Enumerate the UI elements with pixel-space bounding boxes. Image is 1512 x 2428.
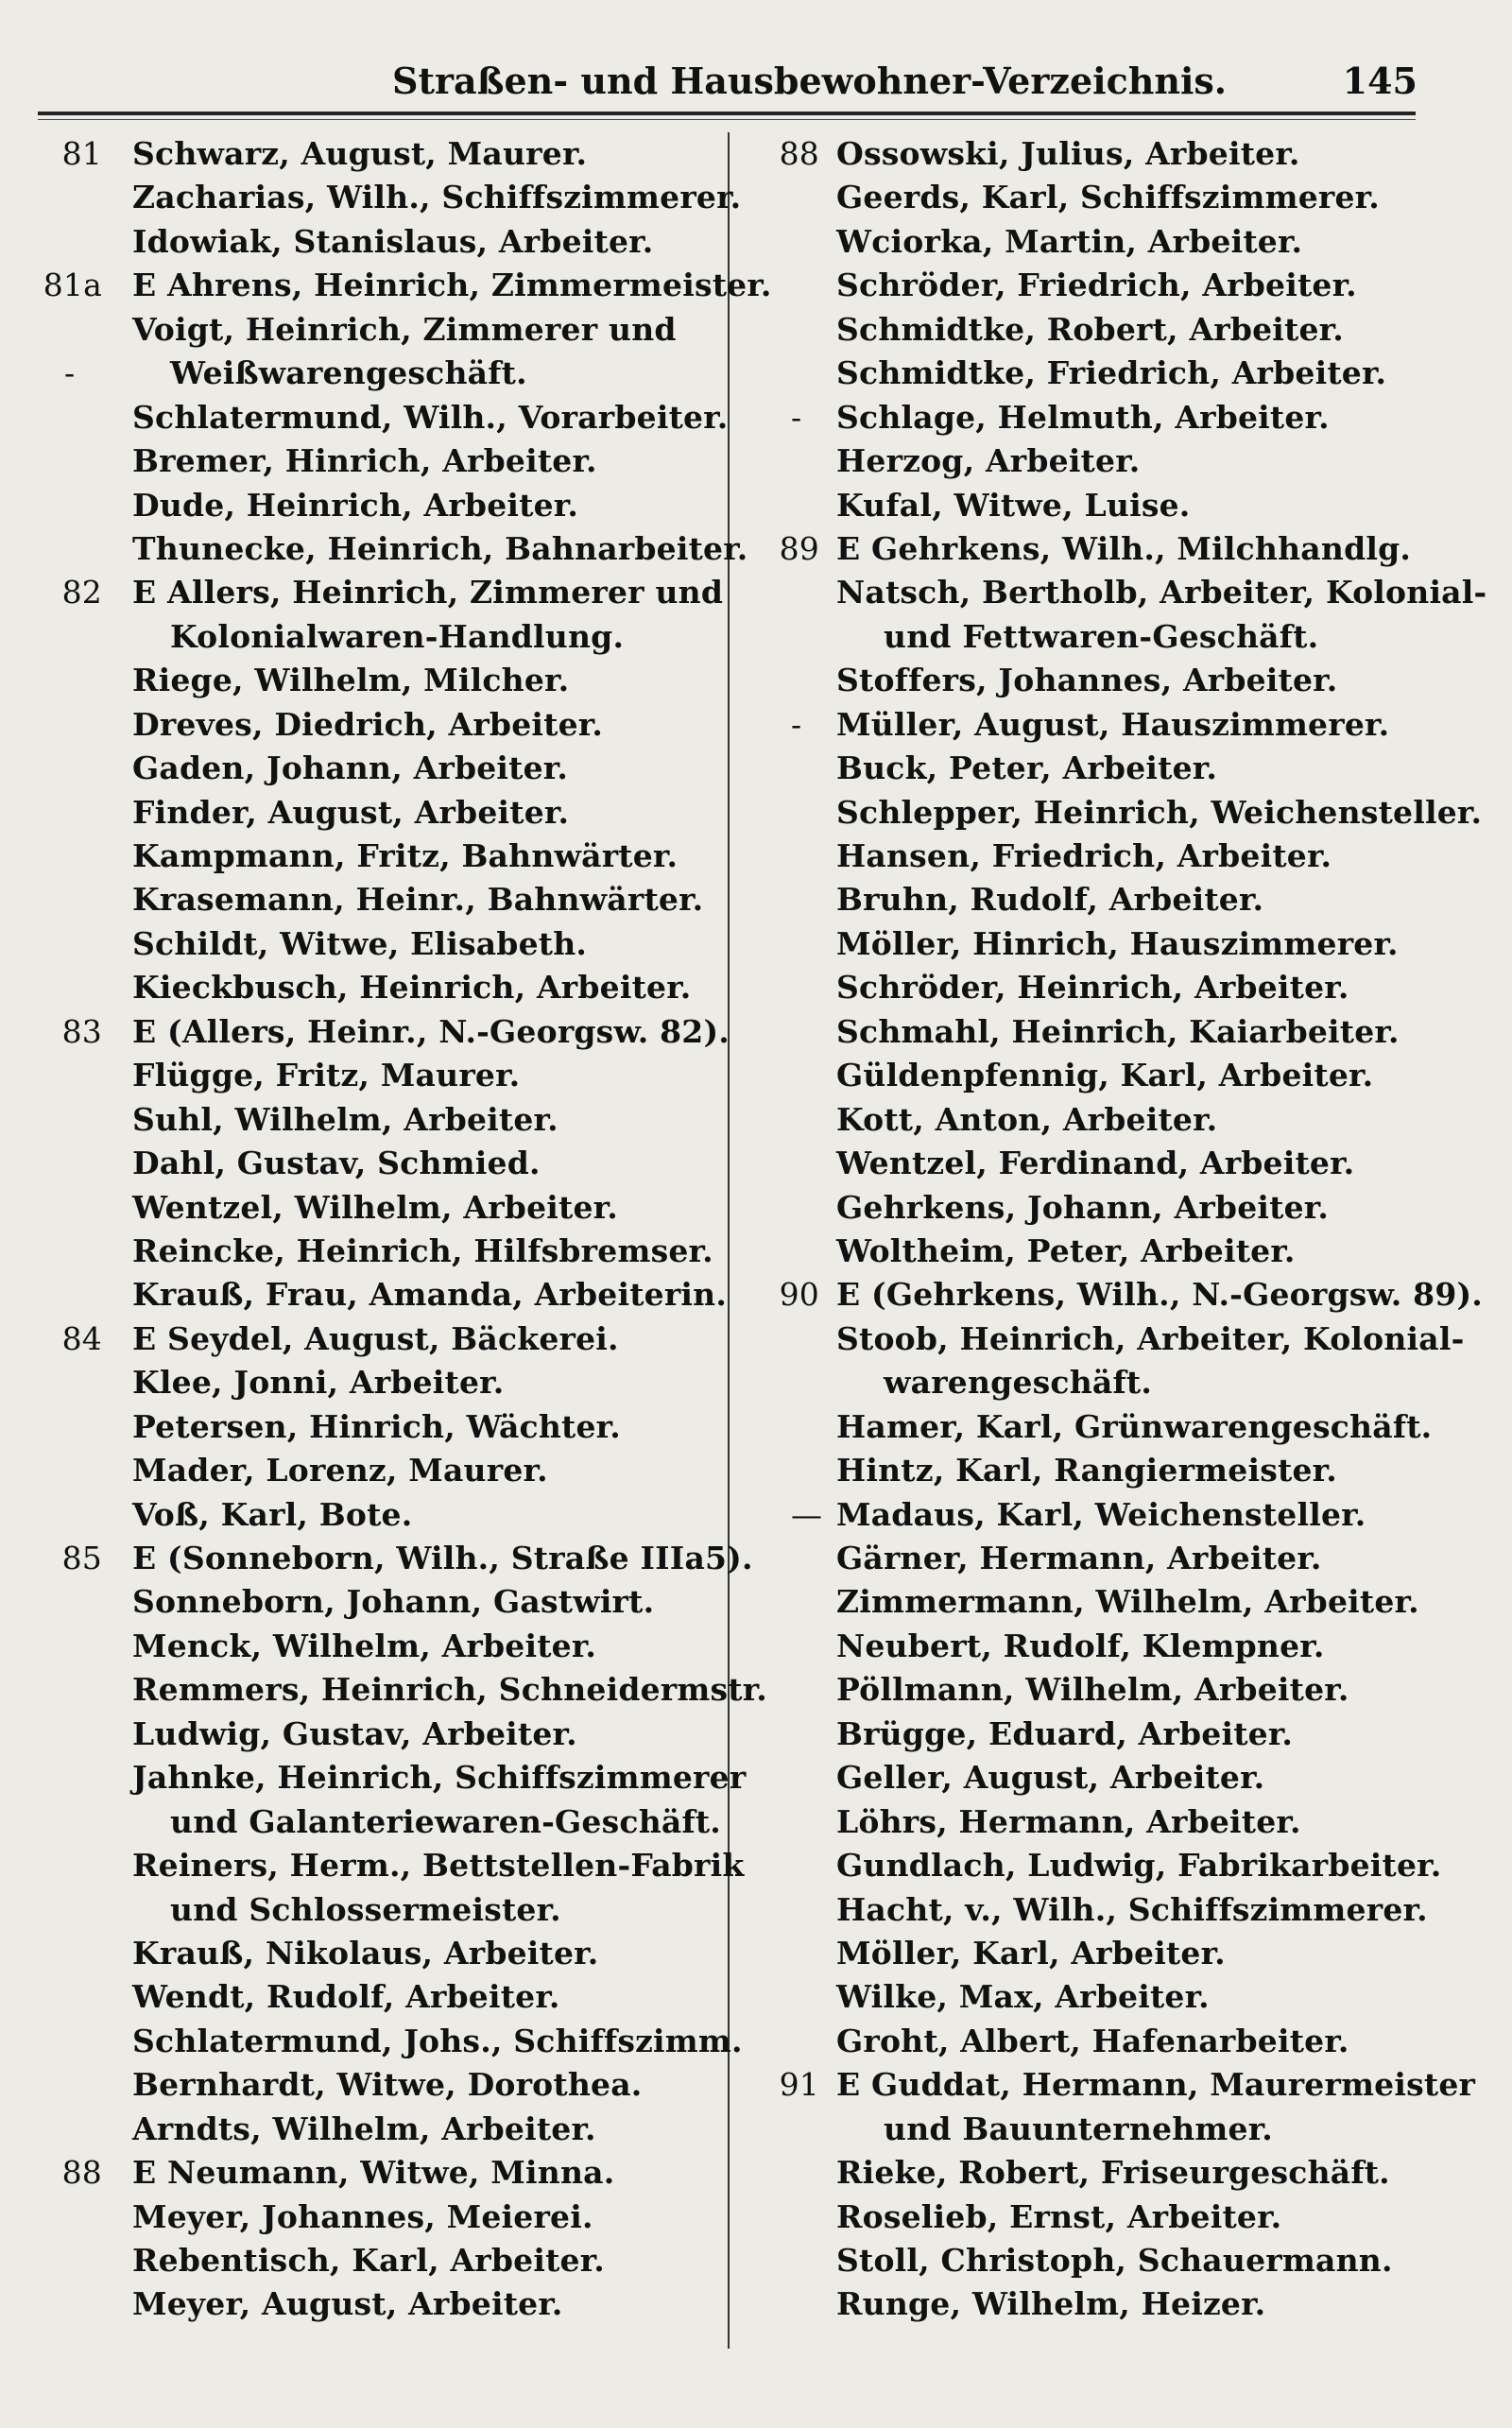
directory-entry bbox=[26, 703, 726, 747]
directory-entry bbox=[751, 1186, 1488, 1230]
directory-entry bbox=[26, 2196, 726, 2239]
directory-entry bbox=[26, 527, 748, 571]
directory-entry bbox=[751, 571, 1488, 614]
directory-entry bbox=[26, 220, 726, 264]
header-rule bbox=[38, 112, 1416, 115]
resident-text: Müller, August, Hauszimmerer. bbox=[836, 705, 1390, 743]
directory-entry bbox=[751, 2108, 1488, 2151]
resident-text: Wentzel, Wilhelm, Arbeiter. bbox=[132, 1188, 618, 1226]
right-column bbox=[751, 132, 1488, 2327]
resident-text: E Neumann, Witwe, Minna. bbox=[132, 2154, 615, 2192]
resident-text: Wentzel, Ferdinand, Arbeiter. bbox=[836, 1145, 1355, 1182]
resident-text: Gehrkens, Johann, Arbeiter. bbox=[836, 1188, 1330, 1226]
page-header bbox=[38, 52, 1418, 109]
directory-entry bbox=[751, 1142, 1488, 1185]
resident-text: Kolonialwaren-Handlung. bbox=[170, 617, 625, 655]
directory-entry bbox=[751, 1098, 1488, 1142]
resident-text: Brügge, Eduard, Arbeiter. bbox=[836, 1714, 1294, 1752]
resident-text: Dahl, Gustav, Schmied. bbox=[132, 1145, 541, 1182]
directory-entry bbox=[751, 1054, 1488, 1097]
resident-text: Bernhardt, Witwe, Dorothea. bbox=[132, 2066, 643, 2104]
margin-mark: - bbox=[791, 398, 802, 436]
resident-text: Kampmann, Fritz, Bahnwärter. bbox=[132, 837, 679, 874]
directory-entry bbox=[751, 1580, 1488, 1624]
resident-text: Krauß, Nikolaus, Arbeiter. bbox=[132, 1934, 599, 1972]
resident-text: Pöllmann, Wilhelm, Arbeiter. bbox=[836, 1671, 1349, 1709]
directory-entry bbox=[751, 2282, 1488, 2326]
resident-text: Schlatermund, Wilh., Vorarbeiter. bbox=[132, 398, 729, 436]
directory-entry bbox=[26, 2108, 726, 2151]
directory-entry bbox=[751, 527, 1488, 571]
resident-text: und Galanteriewaren-Geschäft. bbox=[170, 1802, 721, 1840]
resident-text: Petersen, Hinrich, Wächter. bbox=[132, 1407, 621, 1445]
resident-text: Buck, Peter, Arbeiter. bbox=[836, 749, 1218, 787]
resident-text: Ludwig, Gustav, Arbeiter. bbox=[132, 1714, 577, 1752]
directory-entry bbox=[751, 835, 1488, 878]
directory-entry bbox=[751, 922, 1488, 966]
resident-text: Runge, Wilhelm, Heizer. bbox=[836, 2285, 1266, 2323]
directory-entry bbox=[751, 791, 1488, 835]
directory-entry bbox=[751, 615, 1488, 659]
directory-entry bbox=[751, 1230, 1488, 1273]
resident-text: Schwarz, August, Maurer. bbox=[132, 135, 588, 172]
resident-text: Weißwarengeschäft. bbox=[170, 354, 527, 392]
directory-entry bbox=[26, 1010, 730, 1054]
directory-entry bbox=[751, 1317, 1488, 1361]
directory-entry bbox=[26, 1405, 726, 1449]
resident-text: Schildt, Witwe, Elisabeth. bbox=[132, 924, 588, 962]
resident-text: Kieckbusch, Heinrich, Arbeiter. bbox=[132, 969, 692, 1007]
resident-text: Finder, August, Arbeiter. bbox=[132, 793, 570, 831]
directory-entry bbox=[751, 1405, 1488, 1449]
directory-entry bbox=[751, 1932, 1488, 1975]
directory-entry bbox=[751, 439, 1488, 483]
resident-text: Reincke, Heinrich, Hilfsbremser. bbox=[132, 1231, 713, 1269]
house-number: 88 bbox=[779, 135, 819, 172]
directory-entry bbox=[26, 1975, 726, 2019]
resident-text: E Seydel, August, Bäckerei. bbox=[132, 1319, 619, 1357]
directory-entry bbox=[751, 747, 1488, 790]
resident-text: Klee, Jonni, Arbeiter. bbox=[132, 1364, 505, 1402]
resident-text: Stoob, Heinrich, Arbeiter, Kolonial- bbox=[836, 1319, 1465, 1357]
resident-text: Dude, Heinrich, Arbeiter. bbox=[132, 486, 579, 524]
directory-entry bbox=[751, 2063, 1488, 2107]
directory-entry bbox=[26, 1800, 726, 1844]
directory-entry bbox=[26, 659, 726, 702]
directory-entry bbox=[26, 2151, 726, 2195]
directory-entry bbox=[26, 1625, 726, 1668]
resident-text: Natsch, Bertholb, Arbeiter, Kolonial- bbox=[836, 574, 1487, 611]
resident-text: Mader, Lorenz, Maurer. bbox=[132, 1452, 548, 1490]
directory-entry bbox=[751, 1756, 1488, 1799]
resident-text: Schlepper, Heinrich, Weichensteller. bbox=[836, 793, 1483, 831]
resident-text: Möller, Karl, Arbeiter. bbox=[836, 1934, 1226, 1972]
left-column bbox=[26, 132, 772, 2327]
directory-entry bbox=[26, 1537, 753, 1580]
directory-entry bbox=[26, 1888, 726, 1932]
resident-text: Schmidtke, Friedrich, Arbeiter. bbox=[836, 354, 1387, 392]
house-number: 81a bbox=[43, 267, 102, 304]
resident-text: Meyer, August, Arbeiter. bbox=[132, 2285, 563, 2323]
resident-text: Woltheim, Peter, Arbeiter. bbox=[836, 1231, 1296, 1269]
directory-entry bbox=[26, 308, 726, 352]
directory-entry bbox=[26, 1713, 726, 1756]
resident-text: Wendt, Rudolf, Arbeiter. bbox=[132, 1978, 560, 2016]
directory-entry bbox=[751, 176, 1488, 219]
resident-text: Herzog, Arbeiter. bbox=[836, 442, 1141, 480]
directory-entry bbox=[751, 1010, 1488, 1054]
directory-entry bbox=[26, 176, 742, 219]
directory-entry bbox=[26, 1449, 726, 1492]
house-number: 81 bbox=[61, 135, 102, 172]
house-number: 85 bbox=[61, 1540, 102, 1576]
resident-text: Wilke, Max, Arbeiter. bbox=[836, 1978, 1210, 2016]
directory-entry bbox=[26, 615, 726, 659]
directory-entry bbox=[751, 1449, 1488, 1492]
directory-entry bbox=[26, 132, 726, 176]
resident-text: Jahnke, Heinrich, Schiffszimmerer bbox=[132, 1759, 747, 1797]
resident-text: Remmers, Heinrich, Schneidermstr. bbox=[132, 1671, 767, 1709]
resident-text: Schmahl, Heinrich, Kaiarbeiter. bbox=[836, 1012, 1400, 1050]
resident-text: E (Sonneborn, Wilh., Straße IIIa5). bbox=[132, 1540, 753, 1576]
resident-text: Gundlach, Ludwig, Fabrikarbeiter. bbox=[836, 1847, 1442, 1885]
resident-text: Kufal, Witwe, Luise. bbox=[836, 486, 1191, 524]
resident-text: Zimmermann, Wilhelm, Arbeiter. bbox=[836, 1583, 1419, 1621]
directory-entry bbox=[751, 1844, 1488, 1887]
resident-text: Stoll, Christoph, Schauermann. bbox=[836, 2242, 1393, 2279]
directory-entry bbox=[751, 878, 1488, 921]
resident-text: Zacharias, Wilh., Schiffszimmerer. bbox=[132, 179, 742, 216]
directory-entry bbox=[26, 1361, 726, 1404]
directory-entry bbox=[751, 1537, 1488, 1580]
directory-entry bbox=[26, 2063, 726, 2107]
resident-text: Möller, Hinrich, Hauszimmerer. bbox=[836, 924, 1399, 962]
resident-text: warengeschäft. bbox=[884, 1364, 1153, 1402]
directory-entry bbox=[751, 308, 1488, 352]
directory-entry bbox=[751, 220, 1488, 264]
resident-text: Gärner, Hermann, Arbeiter. bbox=[836, 1540, 1322, 1576]
resident-text: Voigt, Heinrich, Zimmerer und bbox=[132, 310, 677, 348]
resident-text: Hansen, Friedrich, Arbeiter. bbox=[836, 837, 1332, 874]
directory-entry bbox=[751, 1713, 1488, 1756]
resident-text: Reiners, Herm., Bettstellen-Fabrik bbox=[132, 1847, 745, 1885]
resident-text: E Gehrkens, Wilh., Milchhandlg. bbox=[836, 529, 1412, 567]
resident-text: und Schlossermeister. bbox=[170, 1890, 561, 1928]
resident-text: Geerds, Karl, Schiffszimmerer. bbox=[836, 179, 1380, 216]
directory-entry bbox=[751, 1273, 1488, 1317]
resident-text: E (Allers, Heinr., N.-Georgsw. 82). bbox=[132, 1012, 730, 1050]
directory-entry bbox=[26, 439, 726, 483]
directory-entry bbox=[751, 1361, 1488, 1404]
resident-text: und Fettwaren-Geschäft. bbox=[884, 617, 1319, 655]
directory-entry bbox=[751, 396, 1488, 439]
resident-text: Rebentisch, Karl, Arbeiter. bbox=[132, 2242, 605, 2279]
resident-text: E (Gehrkens, Wilh., N.-Georgsw. 89). bbox=[836, 1276, 1483, 1314]
directory-entry bbox=[26, 1580, 726, 1624]
directory-entry bbox=[751, 966, 1488, 1009]
resident-text: Suhl, Wilhelm, Arbeiter. bbox=[132, 1100, 558, 1138]
directory-entry bbox=[26, 791, 726, 835]
resident-text: Voß, Karl, Bote. bbox=[132, 1495, 413, 1533]
resident-text: Groht, Albert, Hafenarbeiter. bbox=[836, 2022, 1349, 2059]
resident-text: Hintz, Karl, Rangiermeister. bbox=[836, 1452, 1337, 1490]
directory-entry bbox=[26, 2020, 743, 2063]
directory-entry bbox=[26, 1756, 747, 1799]
resident-text: Riege, Wilhelm, Milcher. bbox=[132, 662, 570, 699]
resident-text: Schröder, Friedrich, Arbeiter. bbox=[836, 267, 1357, 304]
directory-entry bbox=[26, 1142, 726, 1185]
resident-text: Wciorka, Martin, Arbeiter. bbox=[836, 222, 1303, 260]
resident-text: und Bauunternehmer. bbox=[884, 2109, 1273, 2147]
resident-text: Krasemann, Heinr., Bahnwärter. bbox=[132, 881, 704, 919]
resident-text: Schlatermund, Johs., Schiffszimm. bbox=[132, 2022, 743, 2059]
resident-text: Güldenpfennig, Karl, Arbeiter. bbox=[836, 1057, 1374, 1094]
directory-entry bbox=[26, 1493, 726, 1537]
resident-text: Dreves, Diedrich, Arbeiter. bbox=[132, 705, 604, 743]
house-number: 82 bbox=[61, 574, 102, 611]
directory-entry bbox=[26, 396, 729, 439]
directory-entry bbox=[751, 1888, 1488, 1932]
directory-entry bbox=[26, 878, 726, 921]
page-number: 145 bbox=[1342, 60, 1418, 102]
resident-text: Arndts, Wilhelm, Arbeiter. bbox=[132, 2109, 596, 2147]
resident-text: Ossowski, Julius, Arbeiter. bbox=[836, 135, 1300, 172]
directory-entry bbox=[26, 352, 726, 395]
resident-text: Menck, Wilhelm, Arbeiter. bbox=[132, 1627, 597, 1664]
margin-mark: - bbox=[64, 354, 76, 392]
resident-text: Löhrs, Hermann, Arbeiter. bbox=[836, 1802, 1301, 1840]
directory-entry bbox=[26, 1317, 726, 1361]
directory-entry bbox=[26, 747, 726, 790]
house-number: 84 bbox=[61, 1319, 102, 1357]
house-number: 90 bbox=[779, 1276, 819, 1314]
directory-entry bbox=[751, 703, 1488, 747]
directory-entry bbox=[26, 2282, 726, 2326]
resident-text: Hamer, Karl, Grünwarengeschäft. bbox=[836, 1407, 1433, 1445]
directory-entry bbox=[751, 1668, 1488, 1712]
directory-entry bbox=[26, 1098, 726, 1142]
directory-entry bbox=[26, 966, 726, 1009]
directory-entry bbox=[26, 1668, 767, 1712]
margin-mark: — bbox=[791, 1495, 823, 1533]
directory-entry bbox=[751, 264, 1488, 307]
directory-entry bbox=[751, 1975, 1488, 2019]
directory-entry bbox=[26, 1932, 726, 1975]
house-number: 83 bbox=[61, 1012, 102, 1050]
resident-text: Flügge, Fritz, Maurer. bbox=[132, 1057, 521, 1094]
resident-text: Schmidtke, Robert, Arbeiter. bbox=[836, 310, 1344, 348]
directory-entry bbox=[26, 922, 726, 966]
house-number: 89 bbox=[779, 529, 819, 567]
resident-text: E Allers, Heinrich, Zimmerer und bbox=[132, 574, 724, 611]
resident-text: Neubert, Rudolf, Klempner. bbox=[836, 1627, 1325, 1664]
resident-text: Idowiak, Stanislaus, Arbeiter. bbox=[132, 222, 654, 260]
directory-entry bbox=[751, 2020, 1488, 2063]
resident-text: Roselieb, Ernst, Arbeiter. bbox=[836, 2197, 1282, 2235]
directory-entry bbox=[26, 484, 726, 527]
directory-entry bbox=[751, 2196, 1488, 2239]
directory-entry bbox=[751, 2239, 1488, 2282]
house-number: 88 bbox=[61, 2154, 102, 2192]
directory-entry bbox=[751, 1493, 1488, 1537]
header-rule-thin bbox=[38, 119, 1416, 120]
directory-entry bbox=[751, 352, 1488, 395]
resident-text: Stoffers, Johannes, Arbeiter. bbox=[836, 662, 1338, 699]
resident-text: Sonneborn, Johann, Gastwirt. bbox=[132, 1583, 655, 1621]
resident-text: Thunecke, Heinrich, Bahnarbeiter. bbox=[132, 529, 748, 567]
house-number: 91 bbox=[779, 2066, 819, 2104]
directory-entry bbox=[26, 1844, 745, 1887]
resident-text: Krauß, Frau, Amanda, Arbeiterin. bbox=[132, 1276, 728, 1314]
resident-text: E Guddat, Hermann, Maurermeister bbox=[836, 2066, 1476, 2104]
resident-text: Madaus, Karl, Weichensteller. bbox=[836, 1495, 1366, 1533]
directory-entry bbox=[26, 264, 772, 307]
resident-text: Rieke, Robert, Friseurgeschäft. bbox=[836, 2154, 1390, 2192]
column-divider bbox=[728, 132, 730, 2349]
resident-text: E Ahrens, Heinrich, Zimmermeister. bbox=[132, 267, 772, 304]
directory-entry bbox=[26, 1230, 726, 1273]
directory-entry bbox=[26, 571, 726, 614]
resident-text: Bruhn, Rudolf, Arbeiter. bbox=[836, 881, 1264, 919]
page-title: Straßen- und Hausbewohner-Verzeichnis. bbox=[392, 60, 1228, 102]
directory-entry bbox=[751, 132, 1488, 176]
resident-text: Hacht, v., Wilh., Schiffszimmerer. bbox=[836, 1890, 1428, 1928]
directory-entry bbox=[751, 1800, 1488, 1844]
resident-text: Bremer, Hinrich, Arbeiter. bbox=[132, 442, 597, 480]
directory-entry bbox=[751, 2151, 1488, 2195]
directory-entry bbox=[751, 1625, 1488, 1668]
margin-mark: - bbox=[791, 705, 802, 743]
resident-text: Schlage, Helmuth, Arbeiter. bbox=[836, 398, 1330, 436]
directory-entry bbox=[26, 1054, 726, 1097]
resident-text: Gaden, Johann, Arbeiter. bbox=[132, 749, 569, 787]
directory-entry bbox=[26, 2239, 726, 2282]
directory-entry bbox=[751, 484, 1488, 527]
directory-entry bbox=[751, 659, 1488, 702]
resident-text: Geller, August, Arbeiter. bbox=[836, 1759, 1265, 1797]
resident-text: Schröder, Heinrich, Arbeiter. bbox=[836, 969, 1349, 1007]
resident-text: Kott, Anton, Arbeiter. bbox=[836, 1100, 1218, 1138]
directory-entry bbox=[26, 1186, 726, 1230]
directory-entry bbox=[26, 1273, 726, 1317]
directory-entry bbox=[26, 835, 726, 878]
resident-text: Meyer, Johannes, Meierei. bbox=[132, 2197, 593, 2235]
